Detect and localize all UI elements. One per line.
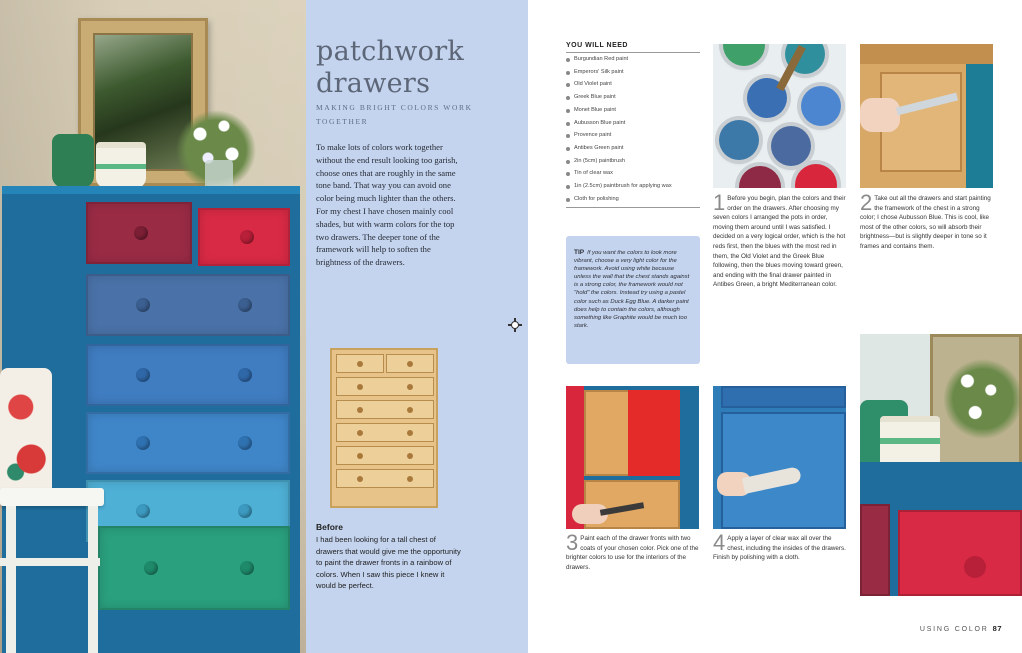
material-item: Monet Blue paint	[566, 104, 700, 117]
before-heading: Before	[316, 522, 343, 532]
step-1	[713, 190, 846, 290]
page-subtitle: MAKING BRIGHT COLORS WORK TOGETHER	[316, 103, 473, 126]
registration-mark-icon	[508, 318, 522, 332]
material-item: Tin of clear wax	[566, 167, 700, 180]
step-2	[860, 190, 996, 252]
intro-paragraph: To make lots of colors work together without the end result looking too garish, choose ones that are roughly in the same tone band. That way you can avoid one color being much lighter than the others. For my chest I have chosen mainly cool shades, but with warm colors for the top two drawers. The deeper tone of the framework will help to soften the brightness of the drawers.	[316, 142, 458, 268]
drawer-antibes-green	[98, 526, 290, 610]
step-1-photo	[713, 44, 846, 188]
finished-detail-photo	[860, 334, 1022, 596]
page-title	[316, 36, 526, 100]
tip-label: TIP	[574, 249, 585, 256]
step-4-photo	[713, 386, 846, 529]
step-1-number: 1	[713, 190, 726, 215]
materials-list	[566, 42, 700, 208]
step-3-photo	[566, 386, 699, 529]
step-4-number: 4	[713, 530, 726, 555]
step-4-text: Apply a layer of clear wax all over the chest, including the insides of the drawers. Finish by polishing with a cloth.	[713, 535, 846, 562]
drawer-red	[198, 208, 290, 266]
material-item: Emperors' Silk paint	[566, 66, 700, 79]
footer-section: USING COLOR	[919, 626, 989, 633]
title-line-1: patchwork	[316, 36, 465, 67]
step-2-text: Take out all the drawers and start painting the framework of the chest in a strong color; I chose Aubusson Blue. This is cool, like most of the other colors, so will absorb their brightness—but is slightly deeper in tone so it frames and contains them.	[860, 195, 991, 250]
page-number: 87	[992, 624, 1002, 633]
before-photo	[330, 348, 438, 508]
material-item: Cloth for polishing	[566, 193, 700, 206]
material-item: Provence paint	[566, 129, 700, 142]
green-jug	[52, 134, 94, 188]
step-2-photo	[860, 44, 993, 188]
step-1-text: Before you begin, plan the colors and their order on the drawers. After choosing my seven colors I arranged the pots in order, moving them around until I was satisfied. I decided on a very logical order, which is the hot reds first, then the blues with the most red in them, the Old Violet and the Greek Blue following, then the blues moving toward green, and ending with the final drawer painted in Antibes Green, a bright Mediterranean color.	[713, 195, 846, 289]
step-3	[566, 530, 702, 572]
material-item: Greek Blue paint	[566, 91, 700, 104]
material-item: Antibes Green paint	[566, 142, 700, 155]
material-item: 2in (5cm) paintbrush	[566, 155, 700, 168]
step-2-number: 2	[860, 190, 873, 215]
hero-photo	[0, 0, 306, 653]
white-chair	[0, 488, 104, 653]
floral-pillow	[0, 368, 52, 498]
before-text: I had been looking for a tall chest of drawers that would give me the opportunity to paint the drawer fronts in a rainbow of colors. When I saw this piece I knew it would be perfect.	[316, 535, 461, 591]
title-line-2: drawers	[316, 68, 431, 99]
tip-text: If you want the colors to look more vibrant, choose a very light color for the framework. Avoid using white because unless the wall that the chest stands against is a strong color, the framework would not "hold" the colors. Instead try using a pastel color such as Duck Egg Blue. A darker paint does help to contain the colors, although something like Graphite would be much too stark.	[574, 250, 690, 329]
step-3-number: 3	[566, 530, 579, 555]
material-item: Old Violet paint	[566, 78, 700, 91]
tip-box	[566, 236, 700, 364]
drawer-greek-blue	[86, 344, 290, 406]
step-4	[713, 530, 849, 563]
drawer-violet	[86, 274, 290, 336]
drawer-burgundy	[86, 202, 192, 264]
material-item: Aubusson Blue paint	[566, 117, 700, 130]
page-footer	[920, 624, 1002, 633]
drawer-monet-blue	[86, 412, 290, 474]
striped-mug	[96, 142, 146, 188]
materials-heading: YOU WILL NEED	[566, 42, 700, 53]
material-item: 1in (2.5cm) paintbrush for applying wax	[566, 180, 700, 193]
material-item: Burgundian Red paint	[566, 53, 700, 66]
step-3-text: Paint each of the drawer fronts with two coats of your chosen color. Pick one of the brighter colors to use for the interiors of the drawers.	[566, 535, 699, 571]
